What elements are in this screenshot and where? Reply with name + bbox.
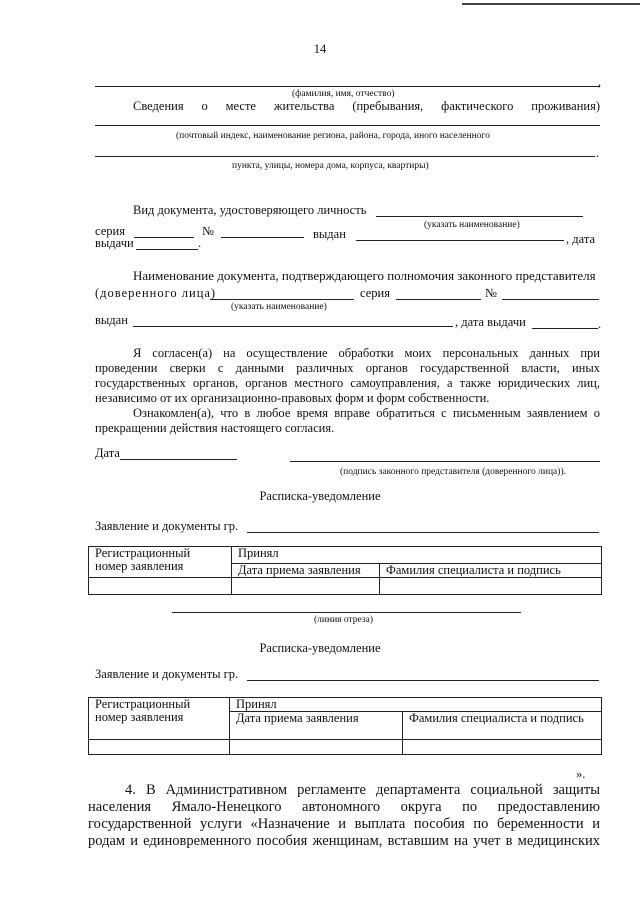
reg-number-header-2: Регистрационный номер заявления <box>89 698 230 740</box>
street-line <box>95 156 595 157</box>
doc-type-line <box>376 216 583 217</box>
consent-line-3: государственных органов, органов местного самоуправления, а также юридических лиц, <box>95 376 600 390</box>
date-label: , дата <box>566 232 595 246</box>
dot: . <box>198 236 202 250</box>
seria-line <box>134 237 194 238</box>
notice-line-2: прекращении действия настоящего согласия. <box>95 421 335 435</box>
comma: , <box>598 75 602 89</box>
fio-line <box>95 86 600 87</box>
doc-type-label: Вид документа, удостоверяющего личность <box>133 203 367 217</box>
rep-doc-name-line <box>210 299 354 300</box>
accept-date-cell-2 <box>230 740 403 755</box>
rep-doc-line1: Наименование документа, подтверждающего полномочия законного представителя <box>133 268 596 283</box>
number-label: № <box>202 224 214 238</box>
hint-doc-name: (указать наименование) <box>424 220 520 230</box>
signature-line <box>290 461 600 462</box>
specialist-cell-2 <box>403 740 602 755</box>
date-issue-line <box>532 328 598 329</box>
number-line <box>221 237 304 238</box>
vydachi-line <box>136 249 198 250</box>
vydan-label: выдан <box>313 227 346 241</box>
address-line: Сведения о месте жительства (пребывания, фактического проживания) <box>133 99 600 113</box>
reg-number-cell-2 <box>89 740 230 755</box>
accept-date-header: Дата приема заявления <box>232 564 380 578</box>
dot2: . <box>598 317 602 331</box>
para4-line-1: 4. В Административном регламенте департамента социальной защиты <box>125 782 600 798</box>
hint-postal: (почтовый индекс, наименование региона, района, города, иного населенного <box>176 131 490 141</box>
number2-line <box>502 299 599 300</box>
number2-label: № <box>485 286 497 300</box>
seria-label: серия <box>95 224 125 238</box>
statement-label: Заявление и документы гр. <box>95 519 239 533</box>
accept-date-cell <box>232 578 380 595</box>
hint-street: пункта, улицы, номера дома, корпуса, квартиры) <box>232 161 429 171</box>
accepted-header: Принял <box>232 547 602 564</box>
seria2-label: серия <box>360 286 390 300</box>
para4-line-3: государственной услуги «Назначение и выплата пособия по беременности и <box>88 816 600 832</box>
rep-doc-line2: (доверенного лица) <box>95 286 217 300</box>
specialist-cell <box>380 578 602 595</box>
hint-signature: (подпись законного представителя (доверенного лица)). <box>340 467 566 477</box>
vydan2-label: выдан <box>95 313 128 327</box>
date-issue-label: , дата выдачи <box>455 315 526 329</box>
reg-number-cell <box>89 578 232 595</box>
specialist-header: Фамилия специалиста и подпись <box>380 564 602 578</box>
hint-doc-name2: (указать наименование) <box>231 302 327 312</box>
para4-line-2: населения Ямало-Ненецкого автономного округа по предоставлению <box>88 799 600 815</box>
receipt-title: Расписка-уведомление <box>259 489 381 503</box>
receipt-title-2: Расписка-уведомление <box>259 641 381 655</box>
vydan-line <box>356 240 564 241</box>
notice-line-1: Ознакомлен(а), что в любое время вправе обратиться с письменным заявлением о <box>133 406 600 420</box>
postal-line <box>95 125 600 126</box>
specialist-header-2: Фамилия специалиста и подпись <box>403 712 602 740</box>
page-number: 14 <box>313 42 327 56</box>
closing-quote: ». <box>576 767 586 781</box>
reg-number-header: Регистрационный номер заявления <box>89 547 232 578</box>
scan-edge <box>462 3 640 5</box>
receipt-table-2 <box>88 697 602 755</box>
period: . <box>596 146 600 160</box>
date-field-label: Дата <box>95 446 120 460</box>
seria2-line <box>396 299 481 300</box>
statement-label-2: Заявление и документы гр. <box>95 667 239 681</box>
hint-fio: (фамилия, имя, отчество) <box>292 89 395 99</box>
cut-line-label: (линия отреза) <box>314 615 374 625</box>
cut-line <box>172 612 521 613</box>
accepted-header-2: Принял <box>230 698 602 712</box>
consent-line-2: проведении сверки с данными различных органов государственной власти, иных <box>95 361 600 375</box>
consent-line-1: Я согласен(а) на осуществление обработки моих персональных данных при <box>133 346 600 360</box>
date-field-line <box>120 459 237 460</box>
vydachi-label: выдачи <box>95 236 134 250</box>
statement-line-2 <box>247 680 599 681</box>
consent-line-4: независимо от их организационно-правовых форм и форм собственности. <box>95 391 490 405</box>
accept-date-header-2: Дата приема заявления <box>230 712 403 740</box>
para4-line-4: родам и единовременного пособия женщинам, вставшим на учет в медицинских <box>88 833 600 849</box>
statement-line <box>247 532 599 533</box>
vydan2-line <box>133 326 453 327</box>
receipt-table-1 <box>88 546 602 595</box>
